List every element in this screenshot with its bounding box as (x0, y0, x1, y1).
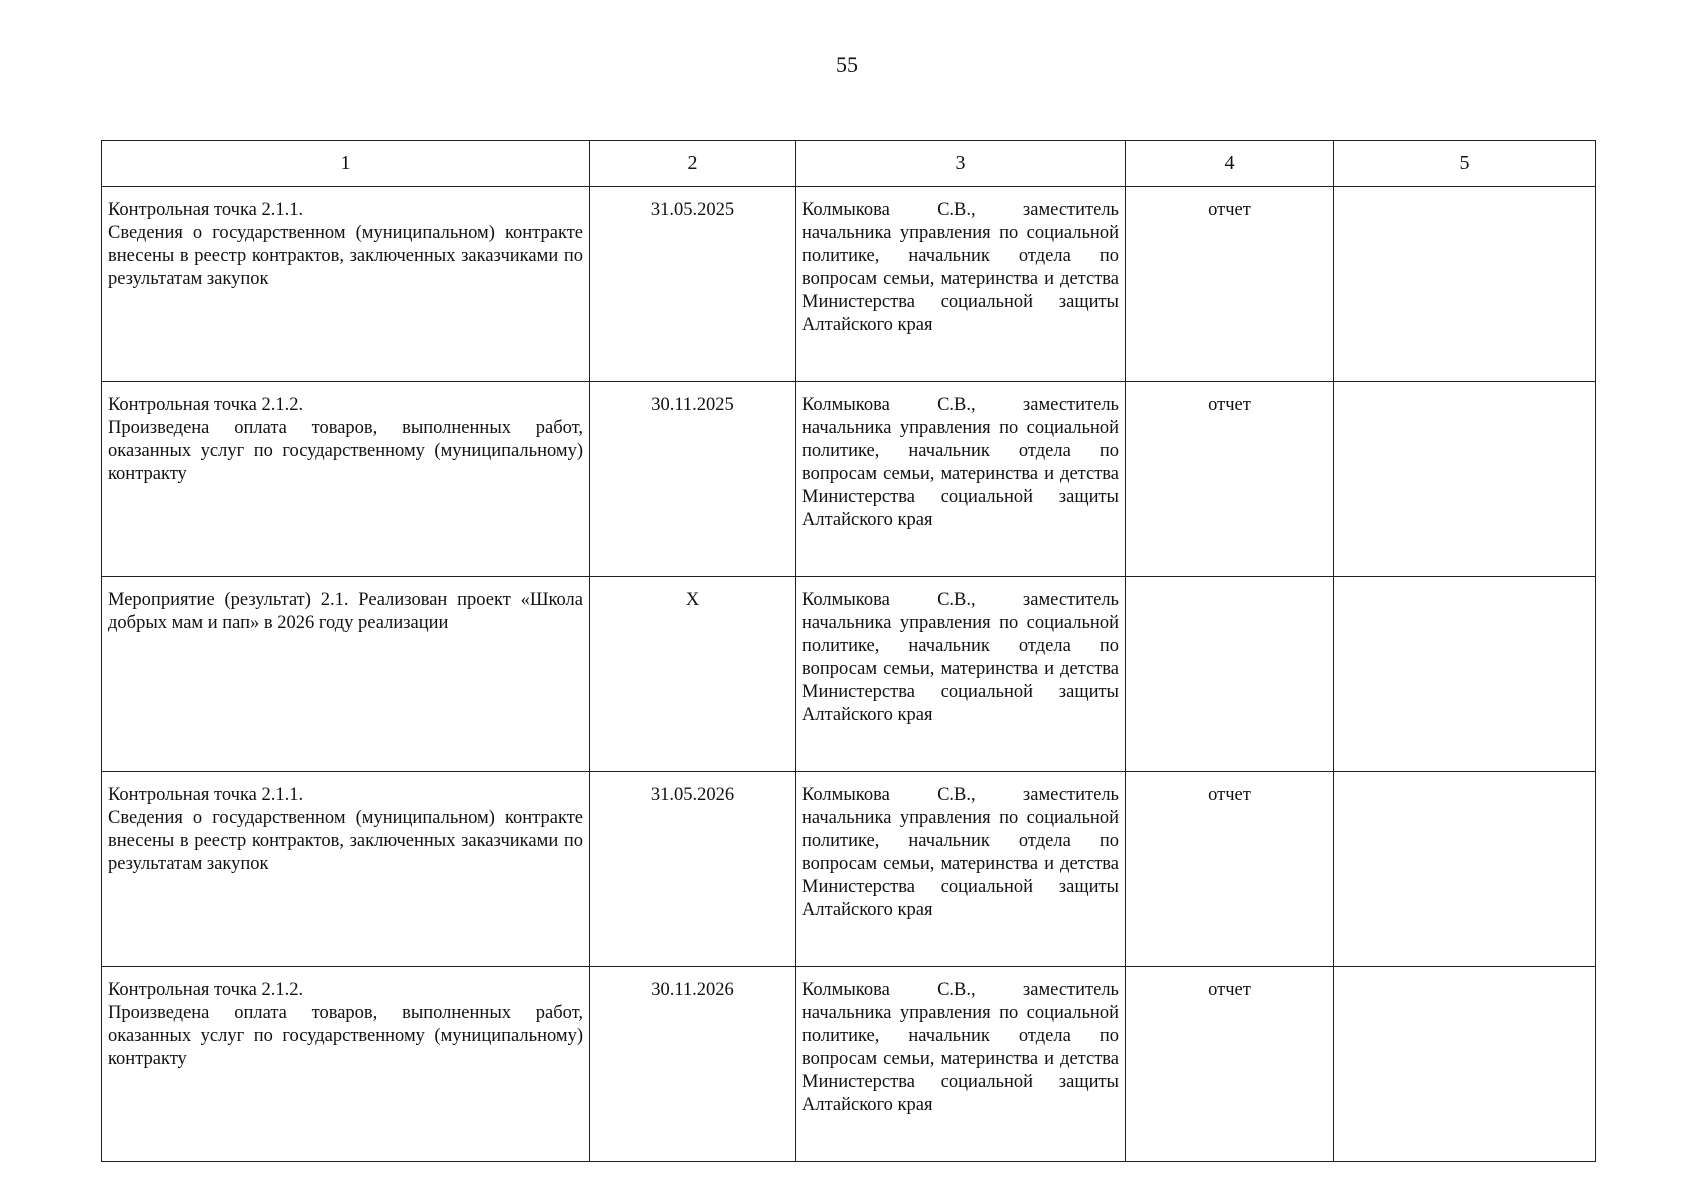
name-cell (102, 187, 590, 382)
responsible-cell (796, 772, 1126, 967)
column-5-cell (1334, 577, 1596, 772)
name-cell (102, 967, 590, 1162)
page-number: 55 (836, 52, 858, 77)
responsible-text: Колмыкова С.В., заместитель начальника управления по социальной политике, начальник отдела по вопросам семьи, материнства и детства Министерства социальной защиты (802, 980, 1119, 1092)
responsible-tail: Алтайского края (802, 900, 933, 920)
table-row (102, 772, 1596, 967)
row-description: Мероприятие (результат) 2.1. Реализован проект «Школа добрых мам и пап» в 2026 году реализации (108, 590, 583, 633)
plan-table (101, 140, 1596, 1162)
responsible-tail: Алтайского края (802, 705, 933, 725)
row-title: Контрольная точка 2.1.1. (108, 785, 304, 805)
responsible-text: Колмыкова С.В., заместитель начальника управления по социальной политике, начальник отдела по вопросам семьи, материнства и детства Министерства социальной защиты (802, 785, 1119, 897)
responsible-text: Колмыкова С.В., заместитель начальника управления по социальной политике, начальник отдела по вопросам семьи, материнства и детства Министерства социальной защиты (802, 395, 1119, 507)
responsible-cell (796, 967, 1126, 1162)
row-description: Сведения о государственном (муниципальном) контракте внесены в реестр контрактов, заключенных заказчиками по результатам закупок (108, 808, 583, 874)
table-row (102, 577, 1596, 772)
column-5-cell (1334, 382, 1596, 577)
row-description: Произведена оплата товаров, выполненных работ, оказанных услуг по государственному (муниципальному) контракту (108, 1003, 583, 1069)
document-type-cell (1126, 577, 1334, 772)
column-5-cell (1334, 187, 1596, 382)
date-cell: 31.05.2026 (590, 772, 796, 967)
table-row (102, 187, 1596, 382)
header-col-4: 4 (1126, 141, 1334, 187)
responsible-cell (796, 382, 1126, 577)
row-description: Сведения о государственном (муниципальном) контракте внесены в реестр контрактов, заключенных заказчиками по результатам закупок (108, 223, 583, 289)
column-5-cell (1334, 967, 1596, 1162)
name-cell (102, 577, 590, 772)
row-title: Контрольная точка 2.1.2. (108, 980, 304, 1000)
date-cell: 30.11.2025 (590, 382, 796, 577)
document-type-cell: отчет (1126, 967, 1334, 1162)
responsible-text: Колмыкова С.В., заместитель начальника управления по социальной политике, начальник отдела по вопросам семьи, материнства и детства Министерства социальной защиты (802, 590, 1119, 702)
table-row (102, 382, 1596, 577)
header-col-2: 2 (590, 141, 796, 187)
responsible-tail: Алтайского края (802, 1095, 933, 1115)
date-cell: X (590, 577, 796, 772)
header-col-3: 3 (796, 141, 1126, 187)
document-type-cell: отчет (1126, 382, 1334, 577)
row-title: Контрольная точка 2.1.2. (108, 395, 304, 415)
table-row (102, 967, 1596, 1162)
responsible-tail: Алтайского края (802, 315, 933, 335)
date-cell: 30.11.2026 (590, 967, 796, 1162)
responsible-cell (796, 577, 1126, 772)
name-cell (102, 772, 590, 967)
row-description: Произведена оплата товаров, выполненных работ, оказанных услуг по государственному (муниципальному) контракту (108, 418, 583, 484)
header-row (102, 141, 1596, 187)
responsible-tail: Алтайского края (802, 510, 933, 530)
row-title: Контрольная точка 2.1.1. (108, 200, 304, 220)
header-col-5: 5 (1334, 141, 1596, 187)
responsible-cell (796, 187, 1126, 382)
date-cell: 31.05.2025 (590, 187, 796, 382)
name-cell (102, 382, 590, 577)
responsible-text: Колмыкова С.В., заместитель начальника управления по социальной политике, начальник отдела по вопросам семьи, материнства и детства Министерства социальной защиты (802, 200, 1119, 312)
document-type-cell: отчет (1126, 772, 1334, 967)
header-col-1: 1 (102, 141, 590, 187)
column-5-cell (1334, 772, 1596, 967)
document-type-cell: отчет (1126, 187, 1334, 382)
